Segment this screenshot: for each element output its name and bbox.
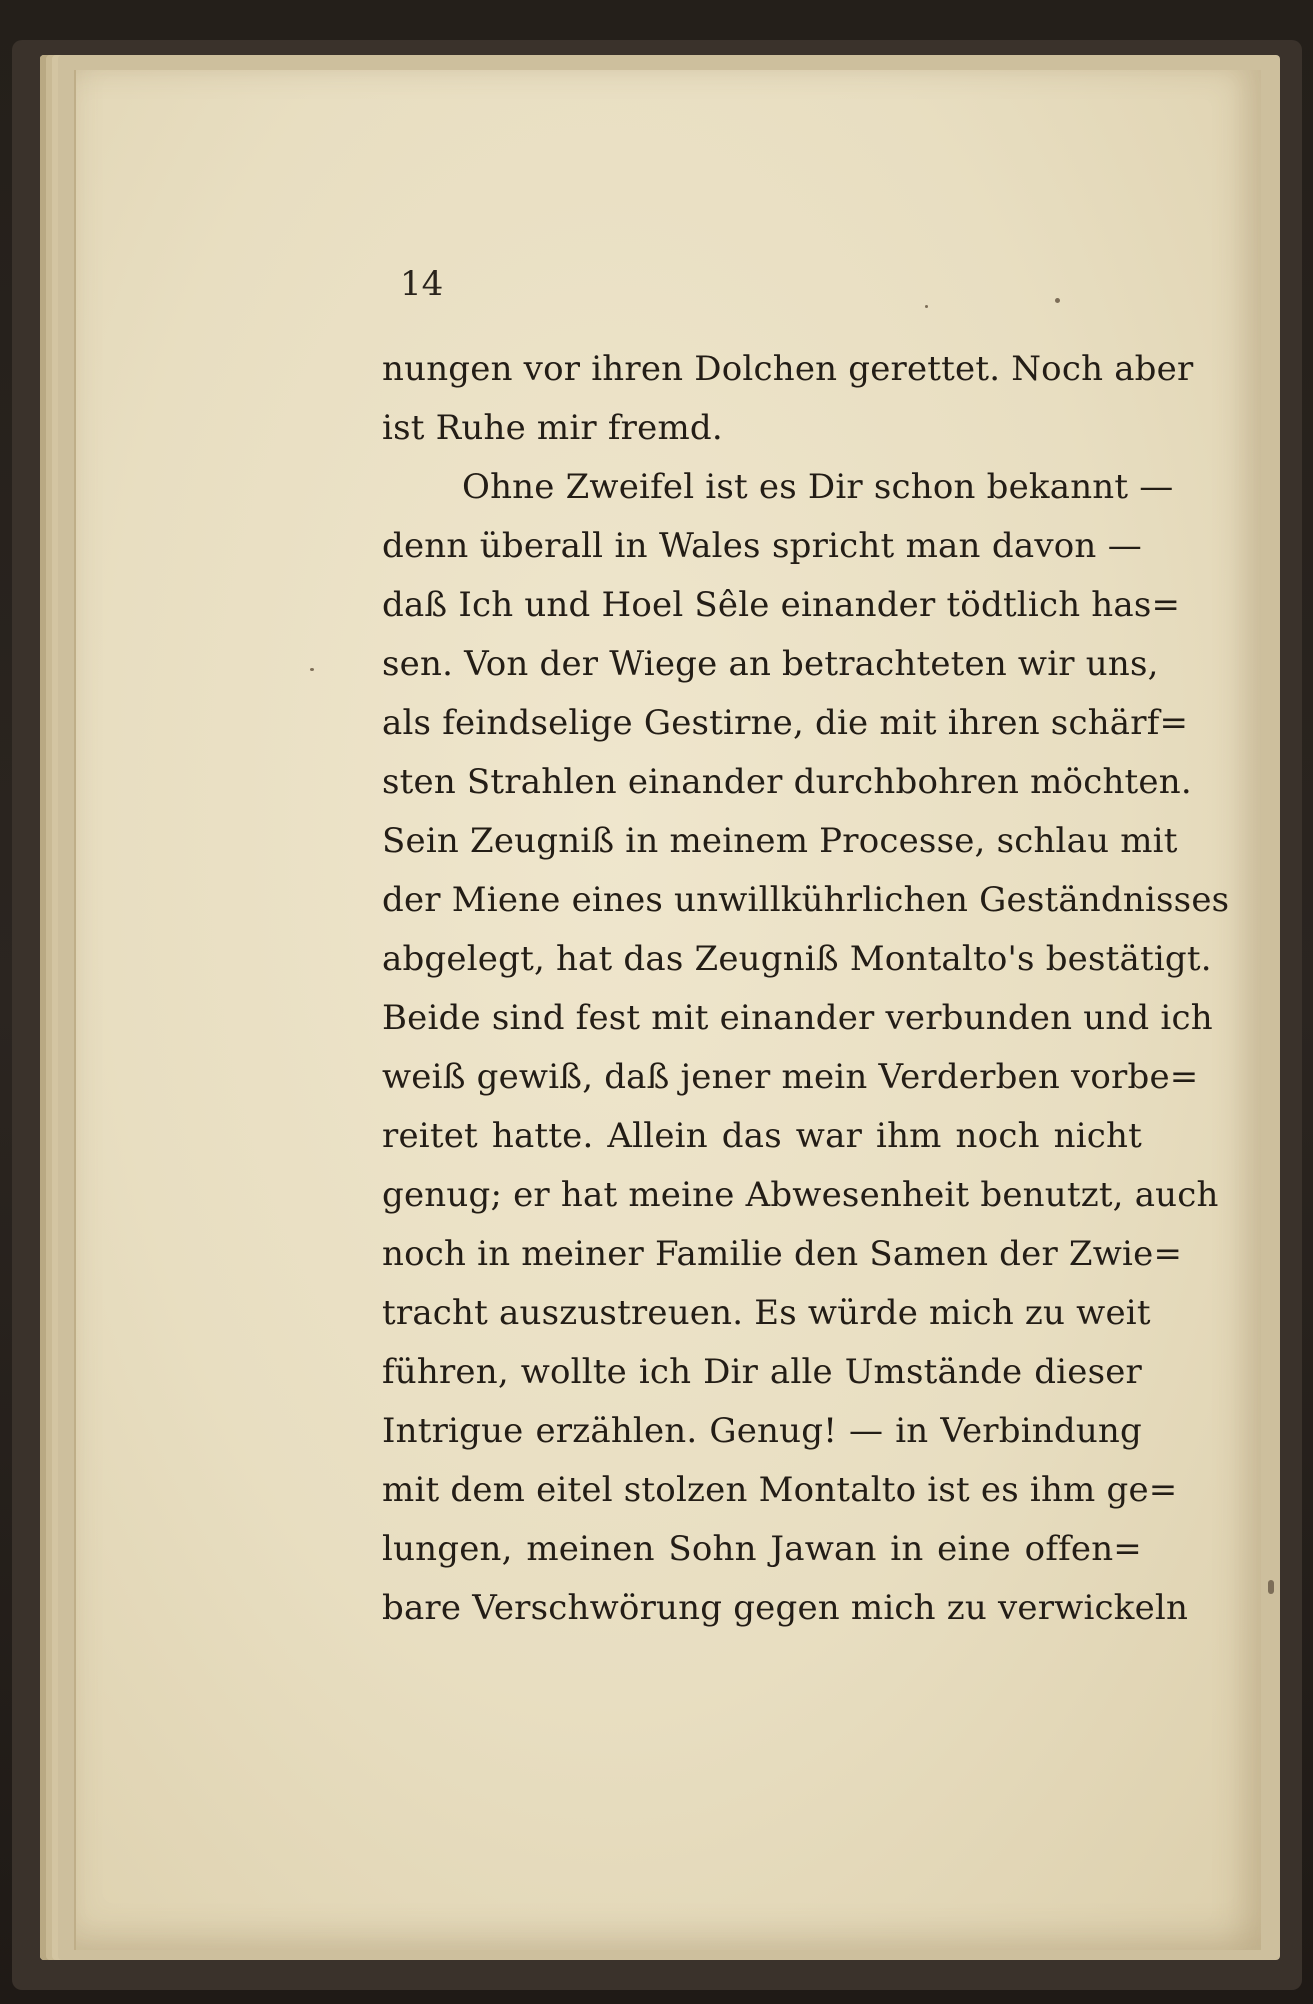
- text-line: Ohne Zweifel ist es Dir schon bekannt —: [462, 467, 1174, 507]
- text-line: lungen, meinen Sohn Jawan in eine offen=: [382, 1529, 1142, 1569]
- text-line: genug; er hat meine Abwesenheit benutzt, auch: [382, 1175, 1219, 1215]
- paper-speck: [1055, 298, 1060, 303]
- text-line: Beide sind fest mit einander verbunden und ich: [382, 998, 1213, 1038]
- text-line: reitet hatte. Allein das war ihm noch nicht: [382, 1116, 1142, 1156]
- text-line: Sein Zeugniß in meinem Processe, schlau mit: [382, 821, 1178, 861]
- text-line: ist Ruhe mir fremd.: [382, 408, 723, 448]
- text-line: weiß gewiß, daß jener mein Verderben vorbe=: [382, 1057, 1199, 1097]
- text-line: denn überall in Wales spricht man davon —: [382, 526, 1142, 566]
- text-line: abgelegt, hat das Zeugniß Montalto's bestätigt.: [382, 939, 1212, 979]
- text-line: sen. Von der Wiege an betrachteten wir uns,: [382, 644, 1159, 684]
- text-line: bare Verschwörung gegen mich zu verwickeln: [382, 1588, 1189, 1628]
- paper-speck: [310, 668, 314, 671]
- body-text: [382, 340, 1230, 1638]
- paper-speck: [1268, 1580, 1274, 1594]
- text-line: nungen vor ihren Dolchen gerettet. Noch aber: [382, 349, 1194, 389]
- text-line: führen, wollte ich Dir alle Umstände dieser: [382, 1352, 1142, 1392]
- text-line: tracht auszustreuen. Es würde mich zu weit: [382, 1293, 1151, 1333]
- text-line: der Miene eines unwillkührlichen Geständnisses: [382, 880, 1230, 920]
- text-line: noch in meiner Familie den Samen der Zwie=: [382, 1234, 1183, 1274]
- text-line: Intrigue erzählen. Genug! — in Verbindung: [382, 1411, 1142, 1451]
- paper-speck: [925, 305, 928, 308]
- text-line: als feindselige Gestirne, die mit ihren schärf=: [382, 703, 1189, 743]
- text-line: sten Strahlen einander durchbohren möchten.: [382, 762, 1192, 802]
- text-line: daß Ich und Hoel Sêle einander tödtlich has=: [382, 585, 1181, 625]
- text-line: mit dem eitel stolzen Montalto ist es ihm ge=: [382, 1470, 1178, 1510]
- page-number: 14: [400, 264, 444, 304]
